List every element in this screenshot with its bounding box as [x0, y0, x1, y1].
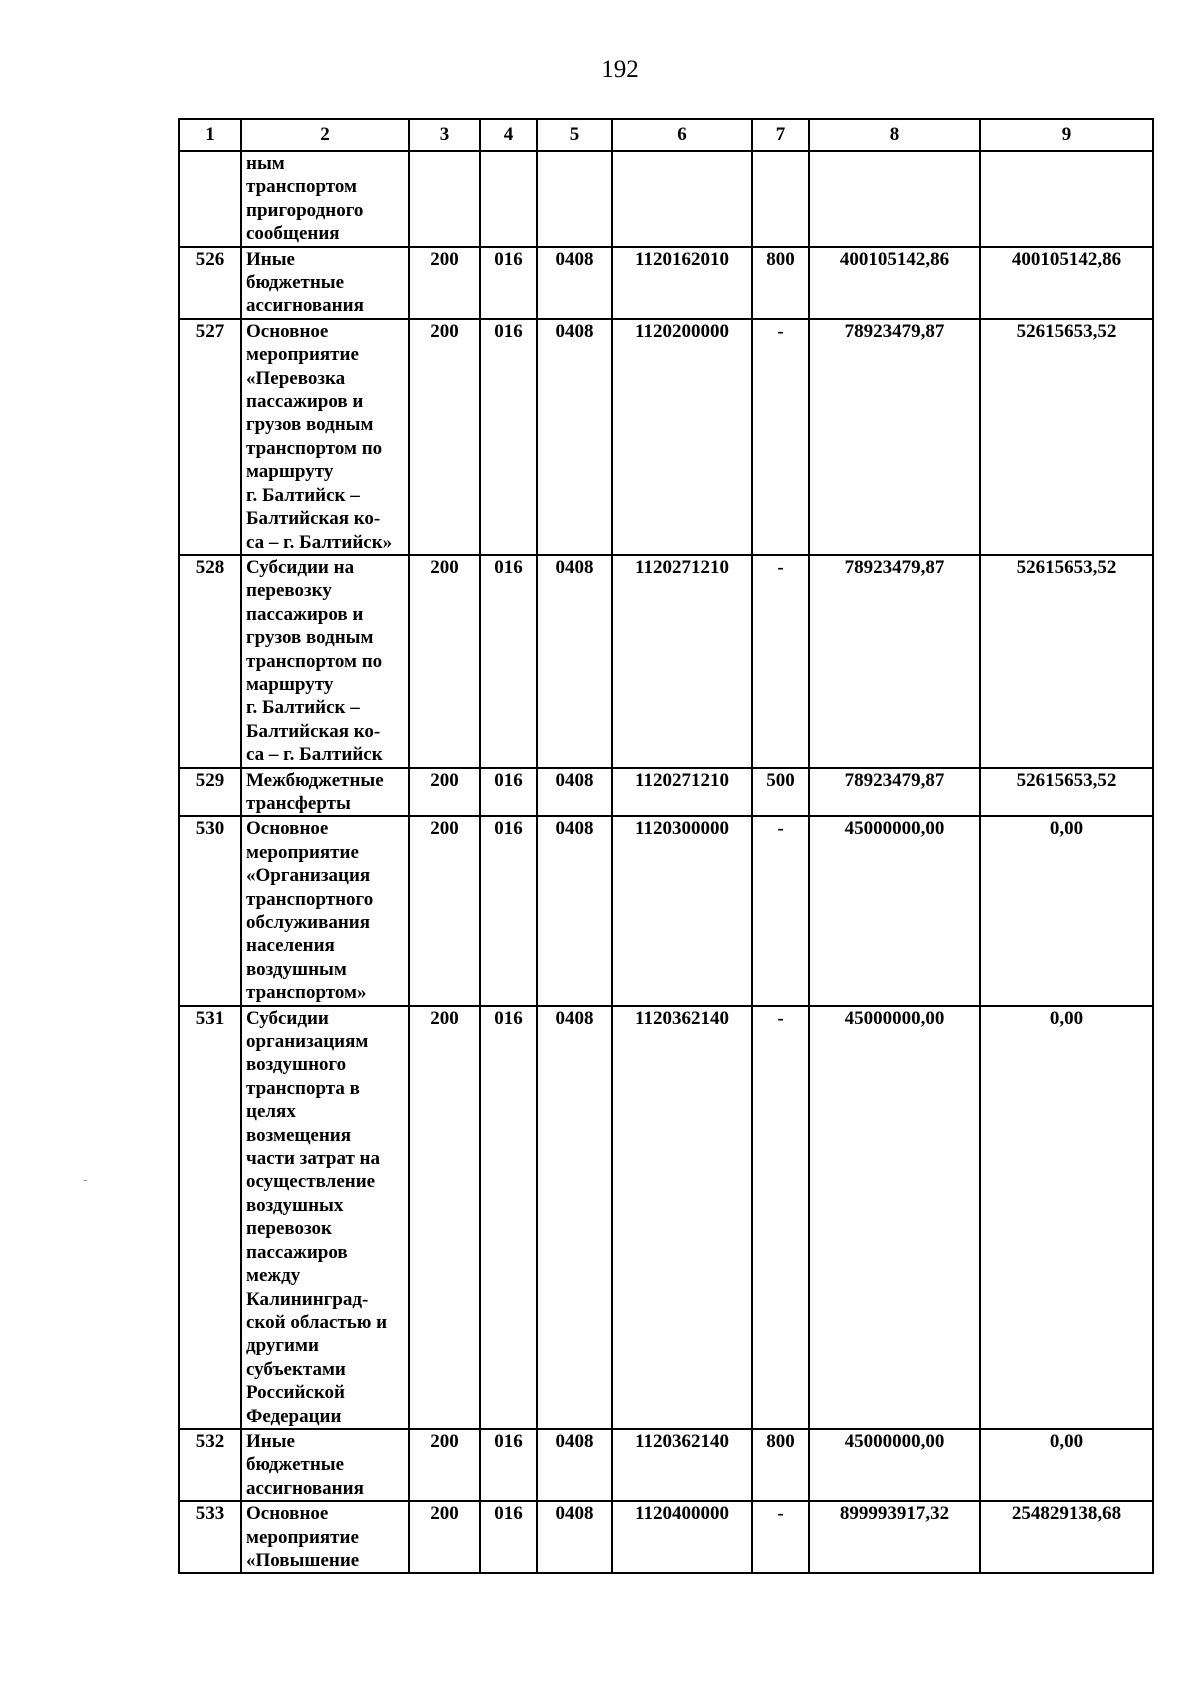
- row-col-5: 0408: [537, 816, 612, 1005]
- row-col-7: -: [752, 1006, 809, 1429]
- row-description: Субсидии на перевозку пассажиров и грузов водным транспортом по маршруту г. Балтийск – Балтийская ко- са – г. Балтийск: [241, 555, 409, 768]
- row-amount-8: 45000000,00: [809, 816, 980, 1005]
- row-col-5: 0408: [537, 1501, 612, 1573]
- row-col-7: -: [752, 555, 809, 768]
- row-amount-8: [809, 151, 980, 247]
- table-row: [179, 1006, 1153, 1429]
- header-col-8: 8: [809, 119, 980, 151]
- row-description: Межбюджетные трансферты: [241, 768, 409, 817]
- header-col-1: 1: [179, 119, 241, 151]
- row-col-4: 016: [480, 768, 537, 817]
- row-col-5: 0408: [537, 1006, 612, 1429]
- row-amount-9: 254829138,68: [980, 1501, 1153, 1573]
- row-amount-8: 78923479,87: [809, 768, 980, 817]
- row-col-5: 0408: [537, 319, 612, 555]
- row-col-4: 016: [480, 1429, 537, 1501]
- header-col-5: 5: [537, 119, 612, 151]
- header-col-3: 3: [409, 119, 480, 151]
- header-col-2: 2: [241, 119, 409, 151]
- table-row: [179, 816, 1153, 1005]
- row-col-5: [537, 151, 612, 247]
- header-col-6: 6: [612, 119, 752, 151]
- row-col-6: 1120362140: [612, 1006, 752, 1429]
- row-col-3: 200: [409, 1429, 480, 1501]
- row-col-6: 1120271210: [612, 555, 752, 768]
- row-description: Основное мероприятие «Повышение: [241, 1501, 409, 1573]
- table-row: [179, 247, 1153, 319]
- header-col-9: 9: [980, 119, 1153, 151]
- row-col-3: 200: [409, 555, 480, 768]
- row-amount-8: 45000000,00: [809, 1429, 980, 1501]
- row-col-6: 1120400000: [612, 1501, 752, 1573]
- row-col-7: -: [752, 816, 809, 1005]
- row-number: 529: [179, 768, 241, 817]
- row-col-6: 1120162010: [612, 247, 752, 319]
- scan-artifact: [84, 1180, 87, 1181]
- row-amount-9: 0,00: [980, 816, 1153, 1005]
- row-col-4: [480, 151, 537, 247]
- row-col-3: 200: [409, 1006, 480, 1429]
- budget-table: [178, 118, 1154, 1574]
- row-number: 527: [179, 319, 241, 555]
- row-col-4: 016: [480, 1006, 537, 1429]
- row-col-4: 016: [480, 247, 537, 319]
- row-col-5: 0408: [537, 555, 612, 768]
- row-number: 533: [179, 1501, 241, 1573]
- row-col-6: 1120200000: [612, 319, 752, 555]
- row-col-6: 1120271210: [612, 768, 752, 817]
- row-number: 530: [179, 816, 241, 1005]
- row-amount-8: 899993917,32: [809, 1501, 980, 1573]
- row-col-5: 0408: [537, 1429, 612, 1501]
- header-row: [179, 119, 1153, 151]
- row-description: Субсидии организациям воздушного транспорта в целях возмещения части затрат на осуществление воздушных перевозок пассажиров между Калининград- ской областью и другими субъектами Российской Федерации: [241, 1006, 409, 1429]
- row-amount-9: 52615653,52: [980, 768, 1153, 817]
- row-col-7: -: [752, 319, 809, 555]
- header-col-4: 4: [480, 119, 537, 151]
- row-col-3: 200: [409, 319, 480, 555]
- page-number: 192: [601, 56, 639, 83]
- row-description: Иные бюджетные ассигнования: [241, 247, 409, 319]
- row-amount-8: 78923479,87: [809, 319, 980, 555]
- row-col-3: 200: [409, 1501, 480, 1573]
- row-amount-9: [980, 151, 1153, 247]
- row-number: 528: [179, 555, 241, 768]
- row-col-4: 016: [480, 319, 537, 555]
- row-amount-9: 52615653,52: [980, 319, 1153, 555]
- table-row: [179, 555, 1153, 768]
- row-col-6: 1120362140: [612, 1429, 752, 1501]
- row-description: ным транспортом пригородного сообщения: [241, 151, 409, 247]
- row-amount-8: 45000000,00: [809, 1006, 980, 1429]
- row-col-7: [752, 151, 809, 247]
- row-col-7: 800: [752, 247, 809, 319]
- row-col-4: 016: [480, 1501, 537, 1573]
- header-col-7: 7: [752, 119, 809, 151]
- row-amount-8: 400105142,86: [809, 247, 980, 319]
- row-amount-9: 400105142,86: [980, 247, 1153, 319]
- row-amount-9: 0,00: [980, 1006, 1153, 1429]
- row-number: 532: [179, 1429, 241, 1501]
- row-col-4: 016: [480, 816, 537, 1005]
- row-description: Основное мероприятие «Перевозка пассажиров и грузов водным транспортом по маршруту г. Балтийск – Балтийская ко- са – г. Балтийск»: [241, 319, 409, 555]
- row-col-7: 800: [752, 1429, 809, 1501]
- row-col-5: 0408: [537, 768, 612, 817]
- row-description: Основное мероприятие «Организация транспортного обслуживания населения воздушным транспортом»: [241, 816, 409, 1005]
- row-col-5: 0408: [537, 247, 612, 319]
- row-col-6: 1120300000: [612, 816, 752, 1005]
- row-amount-9: 52615653,52: [980, 555, 1153, 768]
- row-number: 531: [179, 1006, 241, 1429]
- row-col-7: 500: [752, 768, 809, 817]
- table-row: [179, 768, 1153, 817]
- row-col-3: 200: [409, 816, 480, 1005]
- row-col-3: 200: [409, 247, 480, 319]
- table-row: [179, 1501, 1153, 1573]
- row-col-3: 200: [409, 768, 480, 817]
- row-number: 526: [179, 247, 241, 319]
- row-col-3: [409, 151, 480, 247]
- row-amount-9: 0,00: [980, 1429, 1153, 1501]
- row-col-6: [612, 151, 752, 247]
- row-col-7: -: [752, 1501, 809, 1573]
- row-number: [179, 151, 241, 247]
- table-row: [179, 319, 1153, 555]
- table-row: [179, 1429, 1153, 1501]
- row-col-4: 016: [480, 555, 537, 768]
- row-amount-8: 78923479,87: [809, 555, 980, 768]
- row-description: Иные бюджетные ассигнования: [241, 1429, 409, 1501]
- table-row: [179, 151, 1153, 247]
